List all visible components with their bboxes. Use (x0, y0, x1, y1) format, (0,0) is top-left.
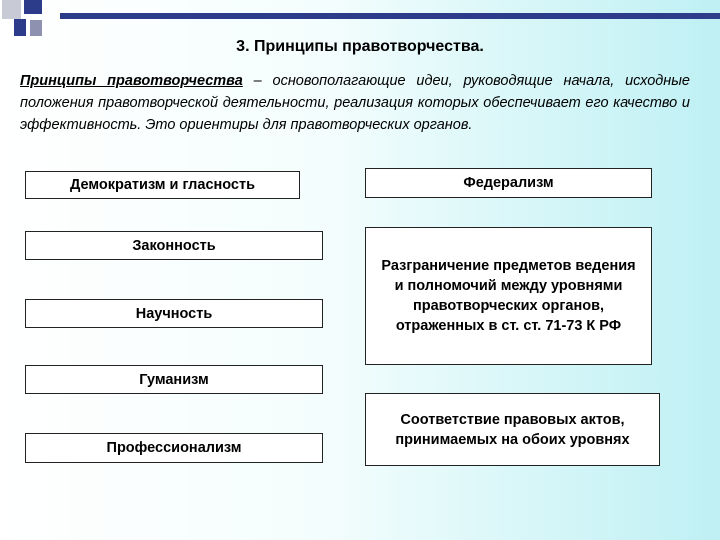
principle-box-democracy: Демократизм и гласность (25, 171, 300, 199)
principle-box-federalism: Федерализм (365, 168, 652, 198)
principle-box-humanism: Гуманизм (25, 365, 323, 394)
principle-box-jurisdiction: Разграничение предметов ведения и полномочий между уровнями правотворческих органов, отраженных в ст. ст. 71-73 К РФ (365, 227, 652, 365)
decor-square (30, 20, 42, 36)
decor-square (14, 19, 26, 36)
principle-box-conformity: Соответствие правовых актов, принимаемых на обоих уровнях (365, 393, 660, 466)
intro-term: Принципы правотворчества (20, 73, 243, 89)
decor-square (24, 0, 42, 14)
header-accent-bar (60, 13, 720, 19)
principle-box-professionalism: Профессионализм (25, 433, 323, 463)
intro-paragraph (20, 70, 690, 136)
intro-text: – основополагающие идеи, руководящие начала, исходные положения правотворческой деятельности, реализация которых обеспечивает его качество и эффективность. Это ориентиры для правотворческих органов. (20, 73, 690, 133)
slide-title: 3. Принципы правотворчества. (236, 38, 484, 55)
decor-square (2, 0, 21, 19)
principle-box-legality: Законность (25, 231, 323, 260)
principle-box-scientific: Научность (25, 299, 323, 328)
